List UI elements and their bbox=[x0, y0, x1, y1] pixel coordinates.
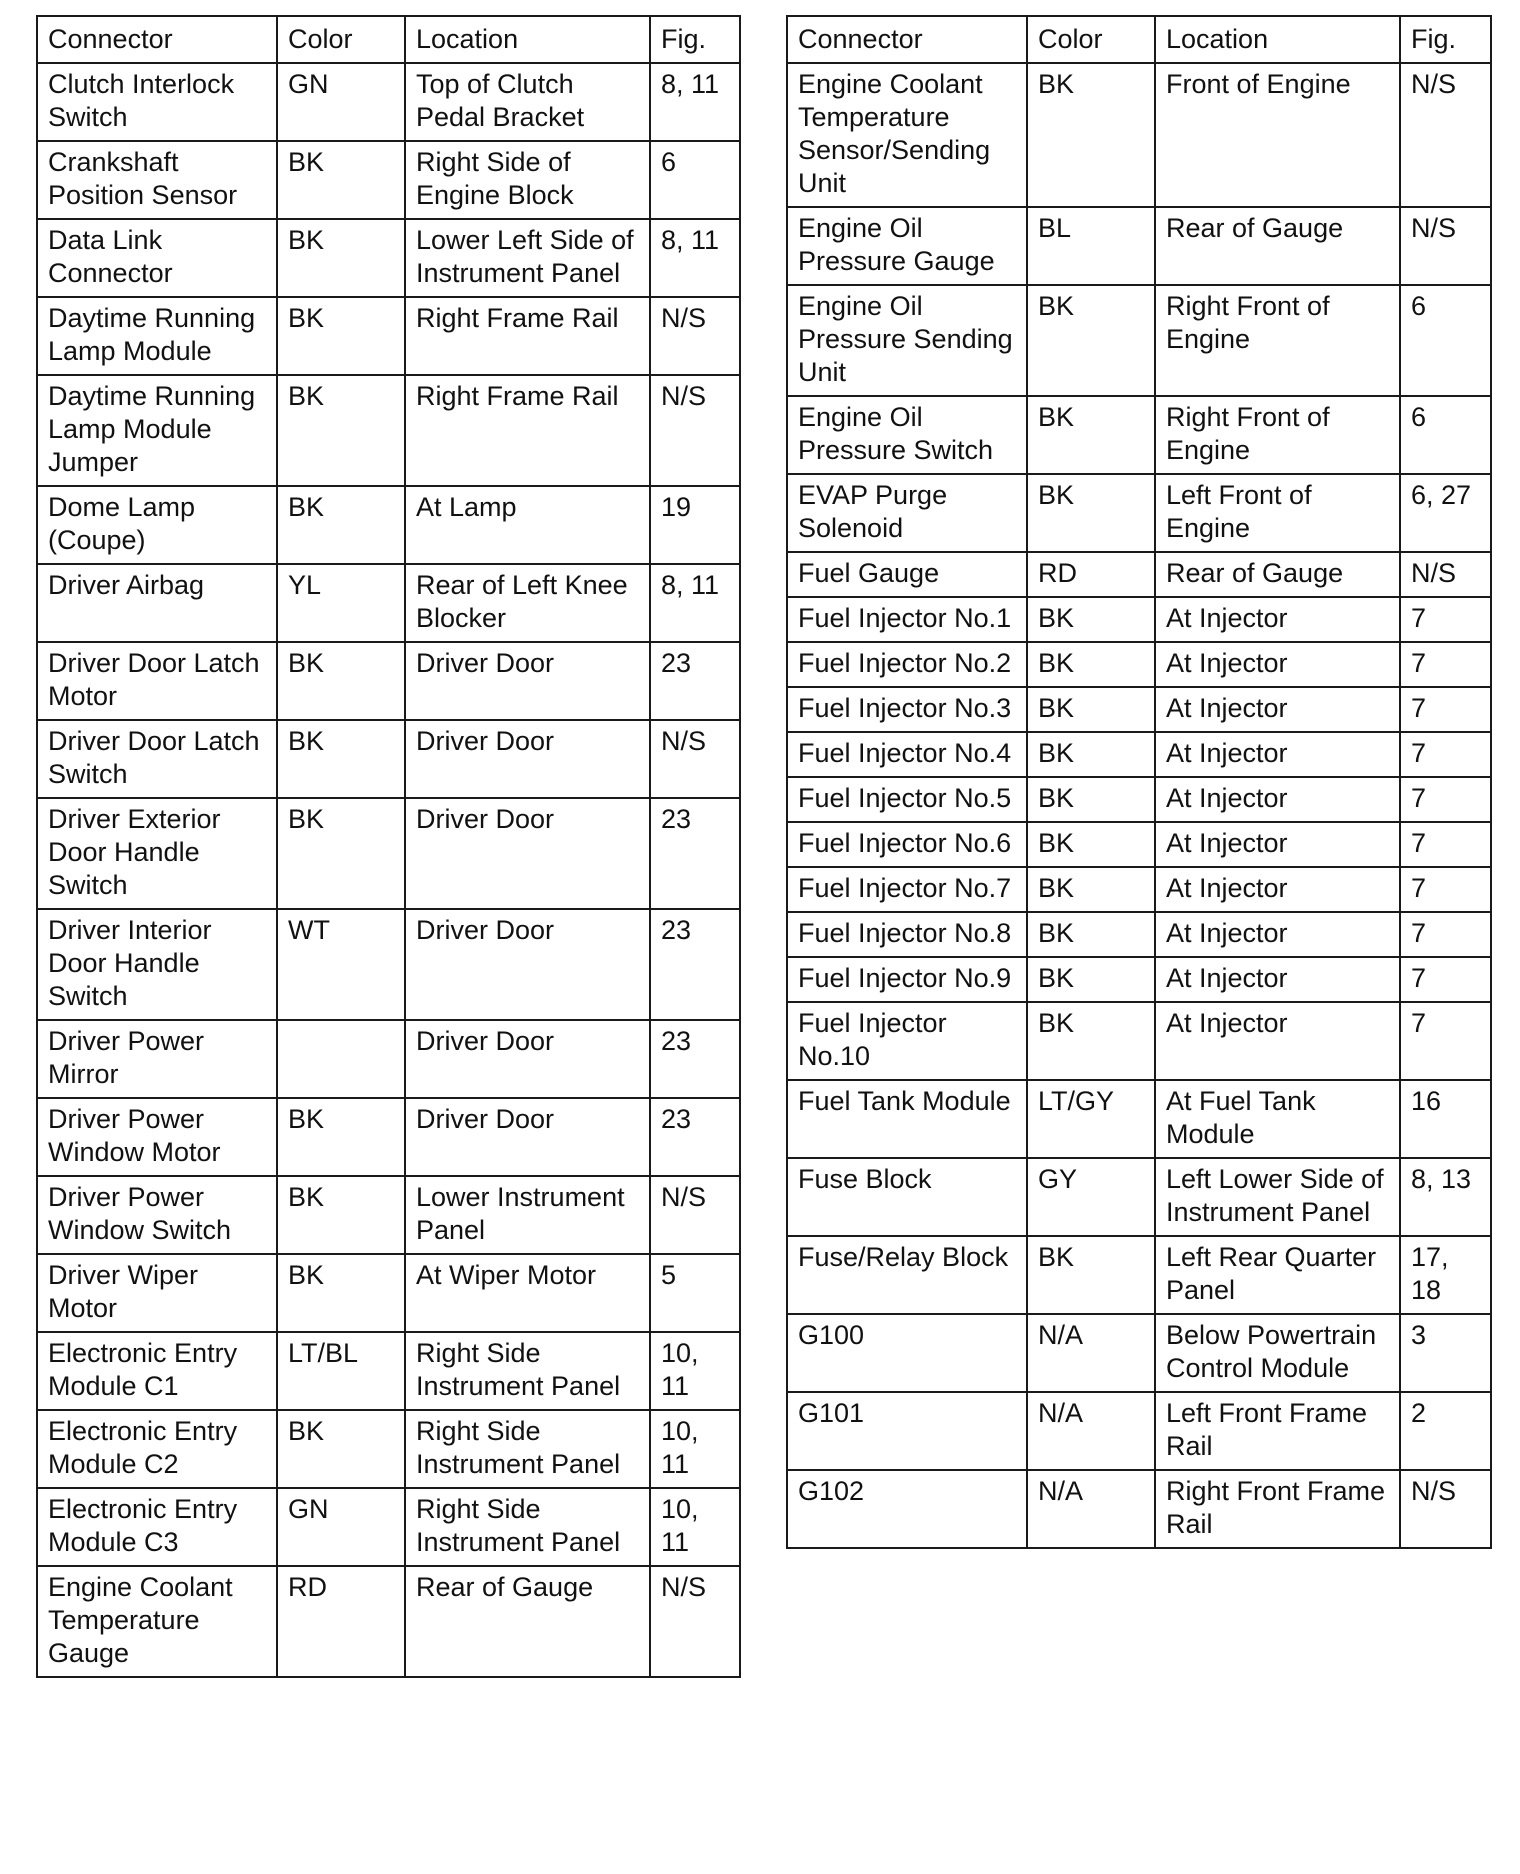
cell-connector: Driver Interior Door Handle Switch bbox=[37, 909, 277, 1020]
cell-location: Top of Clutch Pedal Bracket bbox=[405, 63, 650, 141]
table-row bbox=[37, 219, 740, 297]
table-row bbox=[787, 474, 1491, 552]
table-row bbox=[787, 957, 1491, 1002]
cell-location: Driver Door bbox=[405, 720, 650, 798]
table-row bbox=[37, 1020, 740, 1098]
cell-fig: 7 bbox=[1400, 957, 1491, 1002]
cell-connector: Fuel Injector No.9 bbox=[787, 957, 1027, 1002]
cell-fig: 7 bbox=[1400, 822, 1491, 867]
cell-connector: Fuel Injector No.6 bbox=[787, 822, 1027, 867]
cell-fig: 8, 11 bbox=[650, 564, 740, 642]
cell-connector: Daytime Running Lamp Module Jumper bbox=[37, 375, 277, 486]
cell-fig: 23 bbox=[650, 798, 740, 909]
cell-location: Driver Door bbox=[405, 1020, 650, 1098]
cell-fig: 10, 11 bbox=[650, 1488, 740, 1566]
cell-connector: G101 bbox=[787, 1392, 1027, 1470]
cell-connector: Engine Coolant Temperature Sensor/Sending Unit bbox=[787, 63, 1027, 207]
cell-location: Driver Door bbox=[405, 909, 650, 1020]
cell-location: At Wiper Motor bbox=[405, 1254, 650, 1332]
cell-color: BK bbox=[277, 486, 405, 564]
cell-connector: G100 bbox=[787, 1314, 1027, 1392]
cell-color: YL bbox=[277, 564, 405, 642]
cell-connector: Driver Door Latch Motor bbox=[37, 642, 277, 720]
cell-connector: Driver Exterior Door Handle Switch bbox=[37, 798, 277, 909]
cell-connector: Fuel Injector No.8 bbox=[787, 912, 1027, 957]
table-row bbox=[37, 1254, 740, 1332]
cell-location: Left Lower Side of Instrument Panel bbox=[1155, 1158, 1400, 1236]
cell-fig: 2 bbox=[1400, 1392, 1491, 1470]
cell-location: At Injector bbox=[1155, 597, 1400, 642]
cell-location: At Injector bbox=[1155, 642, 1400, 687]
cell-connector: Fuel Injector No.2 bbox=[787, 642, 1027, 687]
cell-color: BK bbox=[1027, 957, 1155, 1002]
table-row bbox=[787, 867, 1491, 912]
table-row bbox=[787, 597, 1491, 642]
cell-fig: N/S bbox=[650, 375, 740, 486]
cell-connector: Engine Coolant Temperature Gauge bbox=[37, 1566, 277, 1677]
table-row bbox=[787, 732, 1491, 777]
cell-fig: 3 bbox=[1400, 1314, 1491, 1392]
cell-connector: Crankshaft Position Sensor bbox=[37, 141, 277, 219]
cell-fig: 17, 18 bbox=[1400, 1236, 1491, 1314]
cell-connector: Fuel Injector No.5 bbox=[787, 777, 1027, 822]
cell-connector: Driver Power Mirror bbox=[37, 1020, 277, 1098]
cell-color: LT/GY bbox=[1027, 1080, 1155, 1158]
cell-fig: 7 bbox=[1400, 777, 1491, 822]
cell-fig: 10, 11 bbox=[650, 1332, 740, 1410]
cell-connector: Clutch Interlock Switch bbox=[37, 63, 277, 141]
cell-color: BK bbox=[1027, 597, 1155, 642]
cell-color: BK bbox=[1027, 474, 1155, 552]
table-row bbox=[37, 564, 740, 642]
cell-color: BK bbox=[1027, 822, 1155, 867]
table-row bbox=[37, 909, 740, 1020]
cell-location: Below Powertrain Control Module bbox=[1155, 1314, 1400, 1392]
cell-connector: Fuel Injector No.7 bbox=[787, 867, 1027, 912]
header-connector: Connector bbox=[787, 16, 1027, 63]
table-row bbox=[787, 1392, 1491, 1470]
cell-location: At Lamp bbox=[405, 486, 650, 564]
cell-fig: N/S bbox=[650, 1566, 740, 1677]
cell-connector: Daytime Running Lamp Module bbox=[37, 297, 277, 375]
cell-connector: Electronic Entry Module C3 bbox=[37, 1488, 277, 1566]
table-row bbox=[37, 63, 740, 141]
table-body-right bbox=[787, 63, 1491, 1548]
cell-color: BK bbox=[277, 1176, 405, 1254]
cell-connector: Fuse Block bbox=[787, 1158, 1027, 1236]
cell-location: Right Side Instrument Panel bbox=[405, 1332, 650, 1410]
cell-color bbox=[277, 1020, 405, 1098]
table-row bbox=[37, 486, 740, 564]
cell-location: At Injector bbox=[1155, 777, 1400, 822]
cell-color: BK bbox=[277, 219, 405, 297]
cell-color: BK bbox=[1027, 642, 1155, 687]
cell-color: RD bbox=[277, 1566, 405, 1677]
cell-color: N/A bbox=[1027, 1470, 1155, 1548]
cell-location: Right Frame Rail bbox=[405, 297, 650, 375]
table-row bbox=[37, 1332, 740, 1410]
cell-color: BK bbox=[1027, 777, 1155, 822]
cell-fig: 8, 11 bbox=[650, 63, 740, 141]
cell-fig: 23 bbox=[650, 1098, 740, 1176]
header-connector: Connector bbox=[37, 16, 277, 63]
table-body-left bbox=[37, 63, 740, 1677]
table-row bbox=[787, 1470, 1491, 1548]
cell-location: At Injector bbox=[1155, 957, 1400, 1002]
cell-color: BK bbox=[277, 1254, 405, 1332]
cell-location: Right Frame Rail bbox=[405, 375, 650, 486]
table-row bbox=[37, 1098, 740, 1176]
cell-color: N/A bbox=[1027, 1392, 1155, 1470]
cell-fig: 8, 13 bbox=[1400, 1158, 1491, 1236]
cell-location: Driver Door bbox=[405, 798, 650, 909]
cell-connector: EVAP Purge Solenoid bbox=[787, 474, 1027, 552]
table-row bbox=[787, 777, 1491, 822]
cell-location: Right Front of Engine bbox=[1155, 396, 1400, 474]
table-row bbox=[37, 1410, 740, 1488]
cell-fig: 23 bbox=[650, 1020, 740, 1098]
cell-location: Left Front of Engine bbox=[1155, 474, 1400, 552]
cell-color: BK bbox=[277, 141, 405, 219]
cell-color: GY bbox=[1027, 1158, 1155, 1236]
cell-location: Left Rear Quarter Panel bbox=[1155, 1236, 1400, 1314]
table-row bbox=[787, 207, 1491, 285]
cell-color: WT bbox=[277, 909, 405, 1020]
cell-location: Lower Left Side of Instrument Panel bbox=[405, 219, 650, 297]
header-row bbox=[37, 16, 740, 63]
cell-connector: Driver Door Latch Switch bbox=[37, 720, 277, 798]
table-row bbox=[37, 720, 740, 798]
cell-fig: 10, 11 bbox=[650, 1410, 740, 1488]
cell-fig: N/S bbox=[1400, 1470, 1491, 1548]
table-row bbox=[787, 1158, 1491, 1236]
cell-location: Lower Instrument Panel bbox=[405, 1176, 650, 1254]
cell-color: BK bbox=[1027, 285, 1155, 396]
cell-fig: N/S bbox=[650, 720, 740, 798]
table-row bbox=[37, 642, 740, 720]
cell-fig: N/S bbox=[650, 1176, 740, 1254]
table-row bbox=[787, 1236, 1491, 1314]
cell-color: BK bbox=[277, 642, 405, 720]
table-row bbox=[787, 285, 1491, 396]
cell-fig: 7 bbox=[1400, 732, 1491, 777]
cell-color: BK bbox=[277, 720, 405, 798]
cell-connector: Fuel Tank Module bbox=[787, 1080, 1027, 1158]
cell-color: BK bbox=[277, 375, 405, 486]
table-row bbox=[787, 642, 1491, 687]
cell-location: At Injector bbox=[1155, 732, 1400, 777]
table-row bbox=[787, 822, 1491, 867]
cell-connector: Engine Oil Pressure Sending Unit bbox=[787, 285, 1027, 396]
cell-location: At Injector bbox=[1155, 867, 1400, 912]
cell-color: GN bbox=[277, 63, 405, 141]
cell-fig: 8, 11 bbox=[650, 219, 740, 297]
cell-location: At Injector bbox=[1155, 1002, 1400, 1080]
cell-fig: 7 bbox=[1400, 867, 1491, 912]
table-row bbox=[787, 687, 1491, 732]
cell-color: GN bbox=[277, 1488, 405, 1566]
cell-location: Right Front of Engine bbox=[1155, 285, 1400, 396]
cell-location: Rear of Gauge bbox=[1155, 552, 1400, 597]
cell-color: BK bbox=[277, 1098, 405, 1176]
cell-color: BK bbox=[277, 297, 405, 375]
cell-location: Driver Door bbox=[405, 642, 650, 720]
cell-location: At Injector bbox=[1155, 687, 1400, 732]
table-row bbox=[787, 1314, 1491, 1392]
cell-connector: Electronic Entry Module C2 bbox=[37, 1410, 277, 1488]
cell-color: BK bbox=[277, 798, 405, 909]
cell-fig: 16 bbox=[1400, 1080, 1491, 1158]
cell-color: LT/BL bbox=[277, 1332, 405, 1410]
cell-connector: Electronic Entry Module C1 bbox=[37, 1332, 277, 1410]
cell-fig: N/S bbox=[650, 297, 740, 375]
cell-location: Right Side Instrument Panel bbox=[405, 1488, 650, 1566]
cell-fig: N/S bbox=[1400, 63, 1491, 207]
table-row bbox=[37, 375, 740, 486]
cell-location: At Injector bbox=[1155, 822, 1400, 867]
cell-location: Right Side Instrument Panel bbox=[405, 1410, 650, 1488]
table-row bbox=[37, 798, 740, 909]
cell-color: BK bbox=[1027, 1002, 1155, 1080]
cell-color: BK bbox=[1027, 912, 1155, 957]
table-row bbox=[37, 1566, 740, 1677]
cell-fig: 6, 27 bbox=[1400, 474, 1491, 552]
header-fig: Fig. bbox=[650, 16, 740, 63]
cell-location: Right Front Frame Rail bbox=[1155, 1470, 1400, 1548]
cell-connector: G102 bbox=[787, 1470, 1027, 1548]
cell-connector: Driver Wiper Motor bbox=[37, 1254, 277, 1332]
header-color: Color bbox=[277, 16, 405, 63]
cell-connector: Fuel Injector No.1 bbox=[787, 597, 1027, 642]
cell-connector: Driver Airbag bbox=[37, 564, 277, 642]
cell-location: Driver Door bbox=[405, 1098, 650, 1176]
cell-fig: 7 bbox=[1400, 1002, 1491, 1080]
cell-color: BK bbox=[1027, 396, 1155, 474]
cell-location: Rear of Gauge bbox=[405, 1566, 650, 1677]
cell-fig: 6 bbox=[1400, 285, 1491, 396]
cell-fig: 7 bbox=[1400, 597, 1491, 642]
cell-location: At Injector bbox=[1155, 912, 1400, 957]
cell-connector: Engine Oil Pressure Switch bbox=[787, 396, 1027, 474]
table-row bbox=[787, 912, 1491, 957]
cell-connector: Fuel Gauge bbox=[787, 552, 1027, 597]
cell-connector: Fuel Injector No.4 bbox=[787, 732, 1027, 777]
table-row bbox=[787, 396, 1491, 474]
header-color: Color bbox=[1027, 16, 1155, 63]
cell-color: BK bbox=[1027, 1236, 1155, 1314]
cell-fig: 23 bbox=[650, 909, 740, 1020]
cell-color: N/A bbox=[1027, 1314, 1155, 1392]
table-row bbox=[37, 1176, 740, 1254]
cell-fig: 5 bbox=[650, 1254, 740, 1332]
cell-connector: Fuse/Relay Block bbox=[787, 1236, 1027, 1314]
connector-table-left bbox=[36, 15, 741, 1678]
table-row bbox=[787, 1080, 1491, 1158]
cell-location: Front of Engine bbox=[1155, 63, 1400, 207]
table-row bbox=[787, 1002, 1491, 1080]
table-row bbox=[37, 297, 740, 375]
cell-location: Rear of Gauge bbox=[1155, 207, 1400, 285]
header-fig: Fig. bbox=[1400, 16, 1491, 63]
cell-color: BK bbox=[1027, 63, 1155, 207]
header-row bbox=[787, 16, 1491, 63]
cell-color: RD bbox=[1027, 552, 1155, 597]
cell-fig: 23 bbox=[650, 642, 740, 720]
cell-connector: Driver Power Window Motor bbox=[37, 1098, 277, 1176]
header-location: Location bbox=[405, 16, 650, 63]
cell-location: Rear of Left Knee Blocker bbox=[405, 564, 650, 642]
cell-fig: N/S bbox=[1400, 207, 1491, 285]
table-row bbox=[787, 63, 1491, 207]
cell-location: Left Front Frame Rail bbox=[1155, 1392, 1400, 1470]
cell-fig: 7 bbox=[1400, 912, 1491, 957]
cell-fig: 19 bbox=[650, 486, 740, 564]
table-row bbox=[37, 141, 740, 219]
cell-fig: 7 bbox=[1400, 642, 1491, 687]
cell-fig: N/S bbox=[1400, 552, 1491, 597]
cell-color: BK bbox=[277, 1410, 405, 1488]
table-row bbox=[787, 552, 1491, 597]
cell-connector: Driver Power Window Switch bbox=[37, 1176, 277, 1254]
cell-location: Right Side of Engine Block bbox=[405, 141, 650, 219]
cell-connector: Data Link Connector bbox=[37, 219, 277, 297]
cell-location: At Fuel Tank Module bbox=[1155, 1080, 1400, 1158]
cell-color: BK bbox=[1027, 687, 1155, 732]
cell-color: BL bbox=[1027, 207, 1155, 285]
cell-connector: Engine Oil Pressure Gauge bbox=[787, 207, 1027, 285]
cell-color: BK bbox=[1027, 732, 1155, 777]
cell-color: BK bbox=[1027, 867, 1155, 912]
cell-fig: 6 bbox=[650, 141, 740, 219]
cell-fig: 6 bbox=[1400, 396, 1491, 474]
cell-fig: 7 bbox=[1400, 687, 1491, 732]
connector-table-right bbox=[786, 15, 1492, 1549]
cell-connector: Fuel Injector No.3 bbox=[787, 687, 1027, 732]
cell-connector: Fuel Injector No.10 bbox=[787, 1002, 1027, 1080]
header-location: Location bbox=[1155, 16, 1400, 63]
cell-connector: Dome Lamp (Coupe) bbox=[37, 486, 277, 564]
table-row bbox=[37, 1488, 740, 1566]
